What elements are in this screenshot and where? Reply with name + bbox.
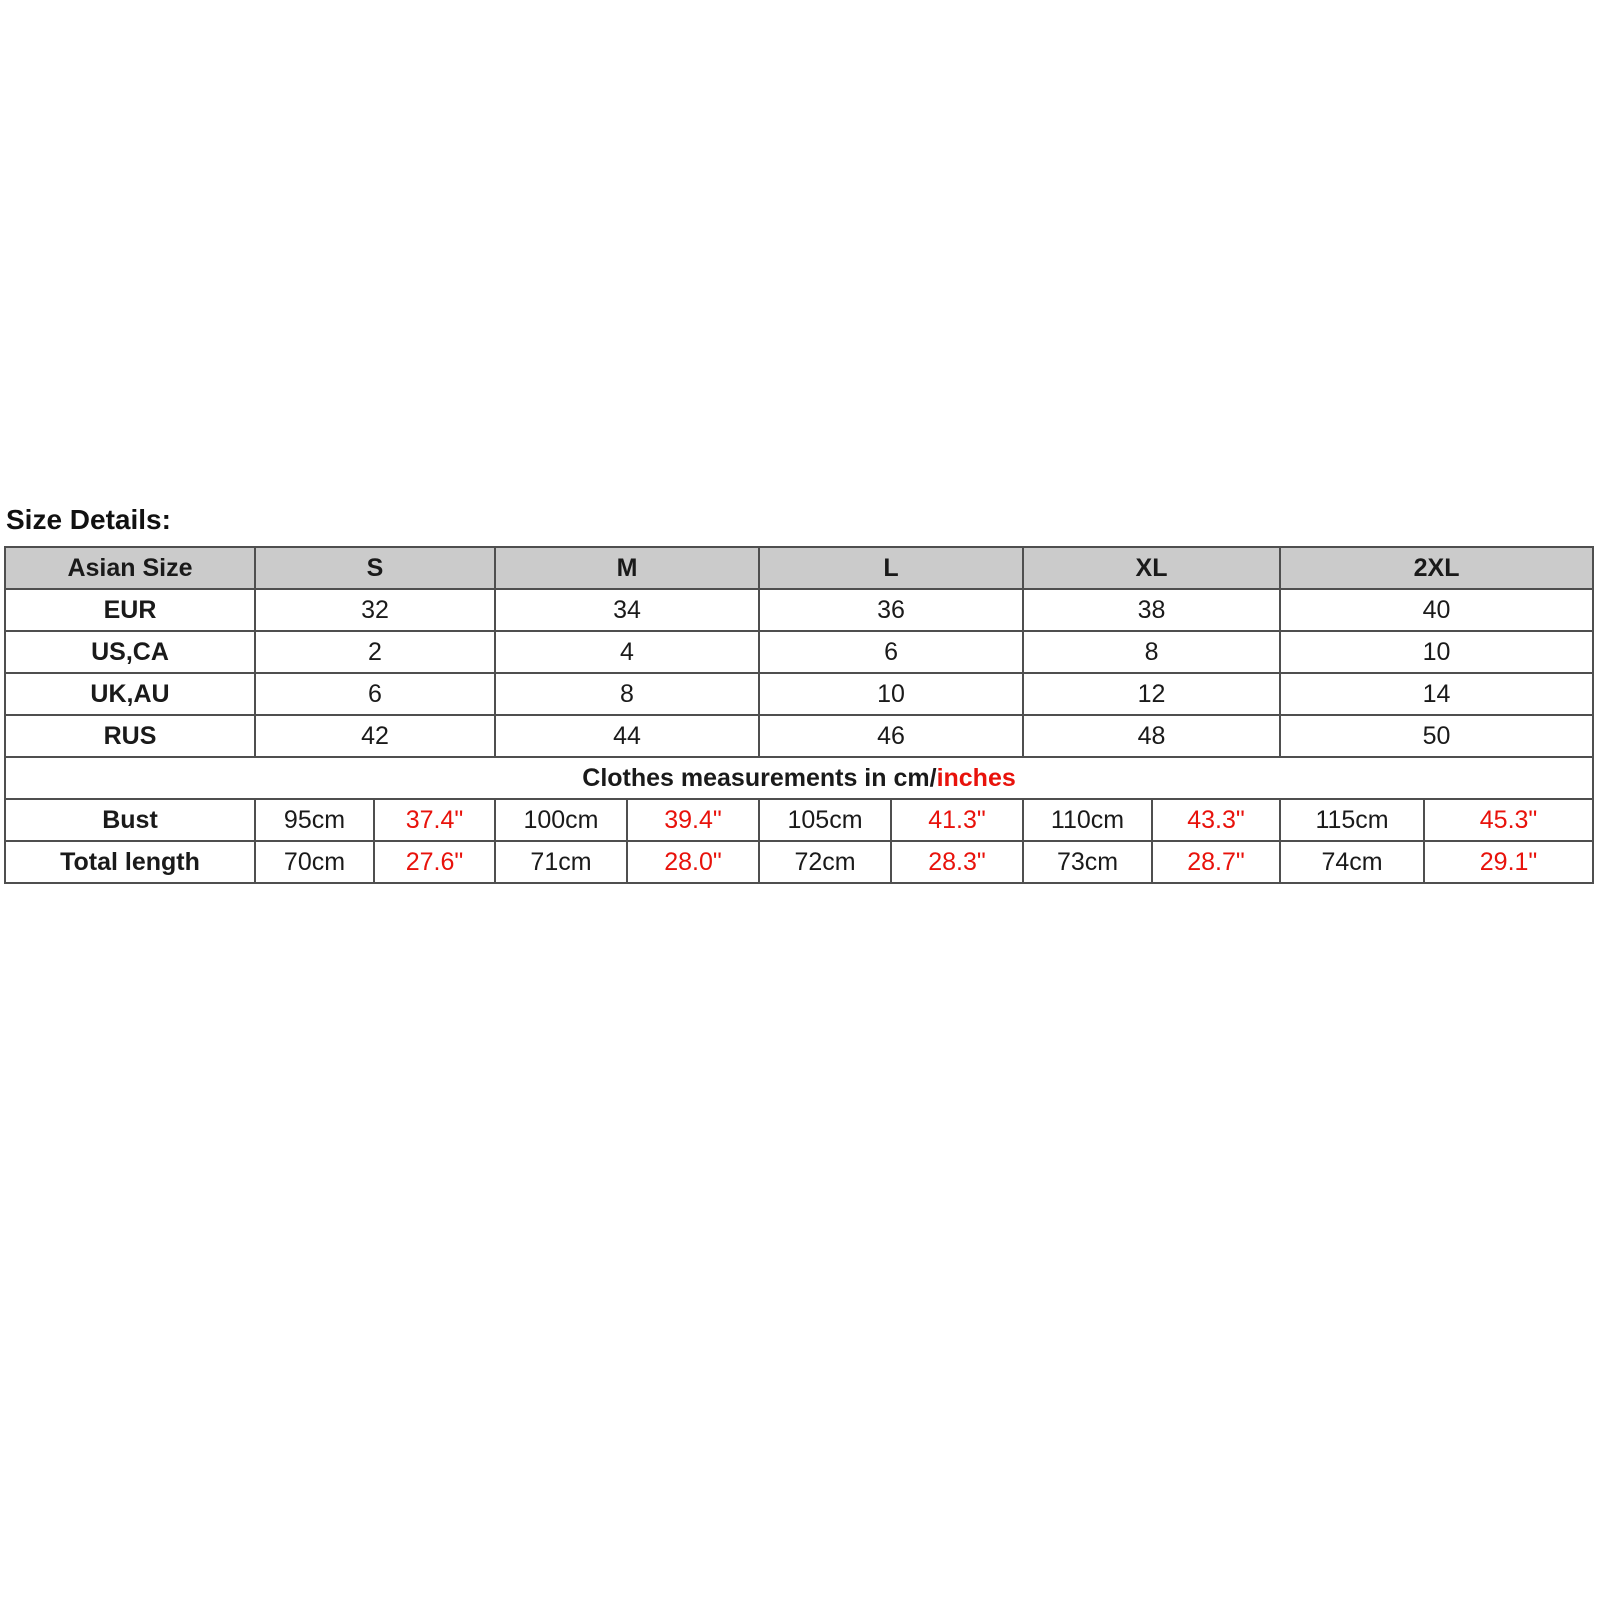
size-value: 10 bbox=[1280, 631, 1593, 673]
size-value: 34 bbox=[495, 589, 759, 631]
row-label: EUR bbox=[5, 589, 255, 631]
inch-value: 28.0" bbox=[627, 841, 759, 883]
row-label: Total length bbox=[5, 841, 255, 883]
header-cell-asian-size: Asian Size bbox=[5, 547, 255, 589]
size-value: 46 bbox=[759, 715, 1023, 757]
size-value: 48 bbox=[1023, 715, 1280, 757]
size-value: 12 bbox=[1023, 673, 1280, 715]
cm-value: 70cm bbox=[255, 841, 374, 883]
size-value: 38 bbox=[1023, 589, 1280, 631]
table-row-bust bbox=[5, 799, 1593, 841]
table-header-row bbox=[5, 547, 1593, 589]
section-text-cm: Clothes measurements in cm/ bbox=[582, 763, 937, 792]
header-cell-m: M bbox=[495, 547, 759, 589]
cm-value: 73cm bbox=[1023, 841, 1152, 883]
table-row-section bbox=[5, 757, 1593, 799]
size-chart-table bbox=[4, 546, 1594, 884]
table-row-uk-au bbox=[5, 673, 1593, 715]
cm-value: 72cm bbox=[759, 841, 891, 883]
inch-value: 37.4" bbox=[374, 799, 495, 841]
inch-value: 29.1" bbox=[1424, 841, 1593, 883]
header-cell-xl: XL bbox=[1023, 547, 1280, 589]
size-value: 40 bbox=[1280, 589, 1593, 631]
table-row-rus bbox=[5, 715, 1593, 757]
inch-value: 27.6" bbox=[374, 841, 495, 883]
row-label: UK,AU bbox=[5, 673, 255, 715]
row-label: US,CA bbox=[5, 631, 255, 673]
inch-value: 28.7" bbox=[1152, 841, 1280, 883]
inch-value: 43.3" bbox=[1152, 799, 1280, 841]
row-label: RUS bbox=[5, 715, 255, 757]
section-text-inches: inches bbox=[936, 763, 1016, 792]
size-value: 10 bbox=[759, 673, 1023, 715]
table-row-eur bbox=[5, 589, 1593, 631]
table-row-us-ca bbox=[5, 631, 1593, 673]
cm-value: 74cm bbox=[1280, 841, 1424, 883]
header-cell-l: L bbox=[759, 547, 1023, 589]
size-value: 42 bbox=[255, 715, 495, 757]
size-value: 14 bbox=[1280, 673, 1593, 715]
row-label: Bust bbox=[5, 799, 255, 841]
size-value: 8 bbox=[1023, 631, 1280, 673]
size-value: 2 bbox=[255, 631, 495, 673]
size-details-section bbox=[4, 504, 1594, 884]
cm-value: 71cm bbox=[495, 841, 627, 883]
size-value: 44 bbox=[495, 715, 759, 757]
cm-value: 100cm bbox=[495, 799, 627, 841]
size-value: 50 bbox=[1280, 715, 1593, 757]
cm-value: 105cm bbox=[759, 799, 891, 841]
inch-value: 28.3" bbox=[891, 841, 1023, 883]
cm-value: 110cm bbox=[1023, 799, 1152, 841]
size-value: 6 bbox=[255, 673, 495, 715]
size-value: 4 bbox=[495, 631, 759, 673]
header-cell-s: S bbox=[255, 547, 495, 589]
inch-value: 45.3" bbox=[1424, 799, 1593, 841]
size-value: 32 bbox=[255, 589, 495, 631]
cm-value: 115cm bbox=[1280, 799, 1424, 841]
size-value: 8 bbox=[495, 673, 759, 715]
page-title: Size Details: bbox=[6, 504, 171, 535]
cm-value: 95cm bbox=[255, 799, 374, 841]
inch-value: 41.3" bbox=[891, 799, 1023, 841]
size-value: 6 bbox=[759, 631, 1023, 673]
section-header-cell bbox=[5, 757, 1593, 799]
size-value: 36 bbox=[759, 589, 1023, 631]
inch-value: 39.4" bbox=[627, 799, 759, 841]
table-row-total-length bbox=[5, 841, 1593, 883]
header-cell-2xl: 2XL bbox=[1280, 547, 1593, 589]
